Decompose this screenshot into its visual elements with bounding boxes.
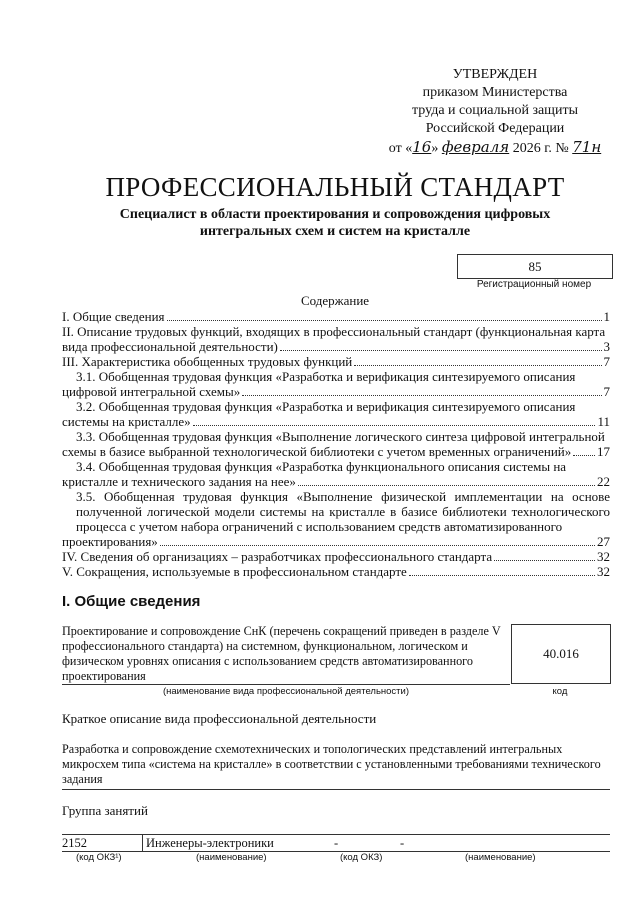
occupation-name: Инженеры-электроники	[146, 836, 274, 850]
occupation-code: 2152	[62, 836, 87, 850]
toc-item[interactable]: III. Характеристика обобщенных трудовых функций 7	[62, 354, 610, 369]
activity-code: 40.016	[511, 624, 611, 684]
approval-block	[380, 66, 610, 158]
toc-page: 3	[603, 339, 610, 354]
toc-item[interactable]: 3.3. Обобщенная трудовая функция «Выполнение логического синтеза цифровой интегральной схемы в базисе выбранной технологической библиотеки с учетом временных ограничений» 17	[62, 429, 610, 459]
registration-number-label: Регистрационный номер	[476, 279, 592, 290]
toc-item[interactable]: 3.2. Обобщенная трудовая функция «Разработка и верификация синтезируемого описания системы на кристалле» 11	[62, 399, 610, 429]
registration-number-box: 85	[457, 254, 613, 279]
activity-description: Проектирование и сопровождение СнК (перечень сокращений приведен в разделе V профессионального стандарта) на системном, функциональном, логическом и физическом уровнях описания с использованием средств автоматизированного проектирования	[62, 624, 510, 685]
toc-page: 22	[597, 474, 610, 489]
label-code-okz-2: (код ОКЗ)	[340, 852, 383, 863]
label-name-2: (наименование)	[465, 852, 536, 863]
toc-item[interactable]: 3.5. Обобщенная трудовая функция «Выполнение физической имплементации на основе полученной логической модели системы на кристалле в базисе библиотеки технологического процесса с учетом набора ограничений с использованием средств автоматизированного проектирования» 27	[62, 489, 610, 549]
label-code-okz: (код ОКЗ¹)	[76, 852, 122, 863]
toc-page: 1	[603, 309, 610, 324]
table-of-contents	[62, 309, 610, 579]
order-number: 71н	[572, 138, 602, 156]
short-description-heading: Краткое описание вида профессиональной деятельности	[62, 711, 377, 726]
document-subtitle: Специалист в области проектирования и сопровождения цифровых интегральных схем и систем на кристалле	[119, 207, 551, 239]
date-month: февраля	[441, 138, 510, 156]
occupation-name-2: -	[400, 836, 405, 850]
approval-line: приказом Министерства	[422, 85, 568, 100]
occupation-code-2: -	[334, 836, 339, 850]
toc-page: 7	[603, 354, 610, 369]
toc-item[interactable]: 3.4. Обобщенная трудовая функция «Разработка функционального описания системы на кристалле и технического задания на нее» 22	[62, 459, 610, 489]
toc-item[interactable]: 3.1. Обобщенная трудовая функция «Разработка и верификация синтезируемого описания цифровой интегральной схемы» 7	[62, 369, 610, 399]
toc-item[interactable]: V. Сокращения, используемые в профессиональном стандарте 32	[62, 564, 610, 579]
toc-page: 7	[603, 384, 610, 399]
approval-line: труда и социальной защиты	[412, 103, 578, 118]
code-label: код	[552, 686, 568, 697]
toc-item[interactable]: II. Описание трудовых функций, входящих в профессиональный стандарт (функциональная карта вида профессиональной деятельности) 3	[62, 324, 610, 354]
toc-page: 32	[597, 549, 610, 564]
toc-page: 32	[597, 564, 610, 579]
approval-line: Российской Федерации	[425, 121, 565, 136]
approval-title: УТВЕРЖДЕН	[452, 67, 538, 82]
short-description-text: Разработка и сопровождение схемотехнических и топологических представлений интегральных микросхем типа «система на кристалле» в соответствии с установленными требованиями технического задания	[62, 742, 610, 790]
toc-heading: Содержание	[300, 293, 370, 308]
document-title: ПРОФЕССИОНАЛЬНЫЙ СТАНДАРТ	[105, 172, 565, 202]
toc-item[interactable]: IV. Сведения об организациях – разработчиках профессионального стандарта 32	[62, 549, 610, 564]
approval-date: от «16» февраля 2026 г. № 71н	[388, 138, 602, 156]
occupation-group-heading: Группа занятий	[62, 803, 148, 818]
section-heading: I. Общие сведения	[62, 593, 201, 610]
label-name: (наименование)	[196, 852, 267, 863]
toc-page: 17	[597, 444, 610, 459]
toc-item[interactable]: I. Общие сведения 1	[62, 309, 610, 324]
date-day: 16	[412, 138, 432, 156]
toc-page: 27	[597, 534, 610, 549]
toc-page: 11	[597, 414, 610, 429]
activity-label: (наименование вида профессиональной деятельности)	[162, 686, 410, 697]
occupation-table	[62, 834, 610, 852]
